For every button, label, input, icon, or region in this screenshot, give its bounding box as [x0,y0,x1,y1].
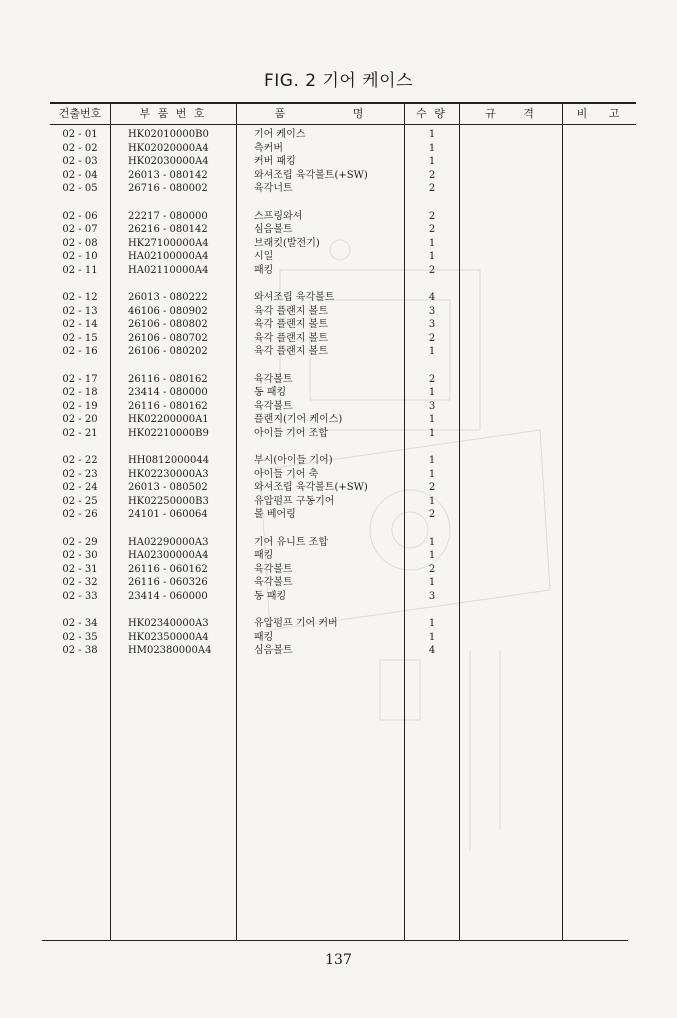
item-number: 02 - 03 [62,156,98,167]
part-number: 23414 - 060000 [128,590,208,602]
table-row [0,576,677,590]
table-row [0,386,677,400]
table-row [0,345,677,359]
quantity: 1 [428,251,436,262]
item-number: 02 - 11 [62,264,98,276]
part-name: 와셔조립 육각볼트 [254,292,335,303]
part-number: 26013 - 080142 [128,169,208,181]
part-number: 26116 - 080162 [128,373,208,385]
item-number: 02 - 34 [62,618,98,629]
table-row [0,400,677,414]
part-name: 유압펌프 기어 커버 [254,618,338,629]
part-number: HH0812000044 [128,455,210,466]
table-row [0,536,677,550]
table-row [0,223,677,237]
page-number: 137 [325,952,352,968]
item-number: 02 - 29 [62,536,98,548]
quantity: 2 [428,264,436,276]
part-name: 아이들 기어 축 [254,468,319,480]
table-row [0,481,677,495]
part-number: HK02030000A4 [128,156,209,167]
part-name: 심음볼트 [254,224,293,235]
table-row [0,332,677,346]
part-name: 패킹 [254,631,274,643]
table-row [0,250,677,264]
part-number: 26013 - 080502 [128,482,208,493]
table-row [0,590,677,604]
table-row [0,142,677,156]
table-row [0,182,677,196]
part-name: 유압펌프 구동기어 [254,495,335,507]
part-number: 22217 - 080000 [128,210,208,222]
table-row [0,549,677,563]
table-row [0,413,677,427]
table-row [0,495,677,509]
part-number: 46106 - 080902 [128,305,208,317]
item-number: 02 - 26 [62,509,98,520]
quantity: 2 [428,169,436,181]
item-number: 02 - 12 [62,292,98,303]
table-row [0,563,677,577]
part-name: 육각너트 [254,183,293,194]
quantity: 2 [428,224,436,235]
part-number: HK02350000A4 [128,631,209,643]
quantity: 1 [428,455,436,466]
part-number: 26106 - 080702 [128,332,208,344]
item-number: 02 - 24 [62,482,98,493]
part-number: 26013 - 080222 [128,292,208,303]
quantity: 2 [428,183,436,194]
part-name: 와셔조립 육각볼트(+SW) [254,169,368,181]
page-title: FIG. 2 기어 케이스 [263,71,413,91]
item-number: 02 - 20 [62,414,98,425]
quantity: 2 [428,210,436,222]
item-number: 02 - 02 [62,142,98,154]
part-name: 아이들 기어 조합 [254,427,328,439]
quantity: 3 [428,319,436,330]
parts-table-body [0,128,677,658]
table-row [0,264,677,278]
item-number: 02 - 16 [62,346,98,357]
part-name: 커버 패킹 [254,156,296,167]
header-part-no: 부 품 번 호 [139,107,207,120]
quantity: 1 [428,577,436,588]
quantity: 1 [428,142,436,154]
part-number: HA02290000A3 [128,536,209,548]
header-bottom-rule [50,124,636,125]
part-number: 26106 - 080802 [128,319,208,330]
table-row [0,454,677,468]
part-number: 26716 - 080002 [128,183,208,194]
quantity: 1 [428,468,436,480]
table-row [0,427,677,441]
item-number: 02 - 21 [62,427,98,439]
quantity: 2 [428,509,436,520]
table-row [0,631,677,645]
part-number: 24101 - 060064 [128,509,208,520]
table-row [0,155,677,169]
quantity: 3 [428,305,436,317]
quantity: 1 [428,550,436,561]
quantity: 4 [428,645,436,656]
item-number: 02 - 22 [62,455,98,466]
part-name: 측커버 [254,142,283,154]
quantity: 1 [428,414,436,425]
part-name: 육각볼트 [254,563,293,575]
table-row [0,617,677,631]
part-name: 기어 케이스 [254,129,306,140]
part-name: 기어 유니트 조합 [254,536,328,548]
table-row [0,169,677,183]
item-number: 02 - 08 [62,237,98,249]
part-name: 패킹 [254,264,274,276]
header-spec: 규 격 [485,107,536,120]
table-row [0,305,677,319]
part-name: 패킹 [254,550,274,561]
table-row [0,508,677,522]
item-number: 02 - 35 [62,631,98,643]
item-number: 02 - 07 [62,224,98,235]
part-name: 육각볼트 [254,577,293,588]
item-number: 02 - 30 [62,550,98,561]
part-name: 심음볼트 [254,645,293,656]
part-name: 부시(아이들 기어) [254,455,333,466]
part-name: 동 패킹 [254,590,287,602]
part-number: HA02110000A4 [128,264,209,276]
item-number: 02 - 38 [62,645,98,656]
item-number: 02 - 13 [62,305,98,317]
part-number: HA02300000A4 [128,550,209,561]
part-name: 스프링와셔 [254,210,303,222]
item-number: 02 - 23 [62,468,98,480]
header-part-name: 품 명 [274,107,366,120]
part-number: 26116 - 060326 [128,577,208,588]
item-number: 02 - 25 [62,495,98,507]
part-number: 26116 - 060162 [128,563,208,575]
quantity: 1 [428,237,436,249]
part-number: HM02380000A4 [128,645,212,656]
part-name: 육각볼트 [254,400,293,412]
quantity: 3 [428,590,436,602]
part-name: 볼 베어링 [254,509,296,520]
part-name: 플랜지(기어 케이스) [254,414,343,425]
part-number: HA02100000A4 [128,251,209,262]
part-number: 23414 - 080000 [128,387,208,398]
part-number: HK02340000A3 [128,618,209,629]
quantity: 1 [428,618,436,629]
item-number: 02 - 18 [62,387,98,398]
part-name: 와셔조립 육각볼트(+SW) [254,482,368,493]
part-number: HK02230000A3 [128,468,209,480]
item-number: 02 - 06 [62,210,98,222]
quantity: 1 [428,427,436,439]
item-number: 02 - 33 [62,590,98,602]
part-name: 브래킷(발전기) [254,237,320,249]
item-number: 02 - 19 [62,400,98,412]
item-number: 02 - 15 [62,332,98,344]
quantity: 1 [428,129,436,140]
part-name: 시일 [254,251,274,262]
part-name: 육각 플랜지 볼트 [254,332,328,344]
quantity: 1 [428,495,436,507]
table-row [0,373,677,387]
item-number: 02 - 14 [62,319,98,330]
table-row [0,210,677,224]
quantity: 1 [428,156,436,167]
table-row [0,318,677,332]
part-number: HK02200000A1 [128,414,209,425]
part-name: 육각 플랜지 볼트 [254,305,328,317]
part-name: 동 패킹 [254,387,287,398]
item-number: 02 - 32 [62,577,98,588]
quantity: 1 [428,346,436,357]
part-number: HK02210000B9 [128,427,209,439]
table-row [0,237,677,251]
part-name: 육각 플랜지 볼트 [254,346,328,357]
item-number: 02 - 17 [62,373,98,385]
quantity: 2 [428,332,436,344]
table-bottom-rule [42,940,628,941]
quantity: 2 [428,482,436,493]
quantity: 2 [428,373,436,385]
part-number: 26106 - 080202 [128,346,208,357]
item-number: 02 - 31 [62,563,98,575]
part-number: HK02250000B3 [128,495,209,507]
part-number: HK02020000A4 [128,142,209,154]
quantity: 4 [428,292,436,303]
quantity: 3 [428,400,436,412]
table-row [0,468,677,482]
item-number: 02 - 10 [62,251,98,262]
part-number: HK02010000B0 [128,129,209,140]
table-row [0,291,677,305]
part-number: HK27100000A4 [128,237,209,249]
part-name: 육각 플랜지 볼트 [254,319,328,330]
part-number: 26216 - 080142 [128,224,208,235]
header-remarks: 비 고 [576,107,622,120]
table-row [0,128,677,142]
quantity: 2 [428,563,436,575]
item-number: 02 - 05 [62,183,98,194]
table-row [0,644,677,658]
quantity: 1 [428,387,436,398]
quantity: 1 [428,536,436,548]
header-item-no: 건출번호 [58,107,102,120]
item-number: 02 - 01 [62,129,98,140]
header-quantity: 수 량 [416,107,447,120]
item-number: 02 - 04 [62,169,98,181]
part-number: 26116 - 080162 [128,400,208,412]
quantity: 1 [428,631,436,643]
part-name: 육각볼트 [254,373,293,385]
